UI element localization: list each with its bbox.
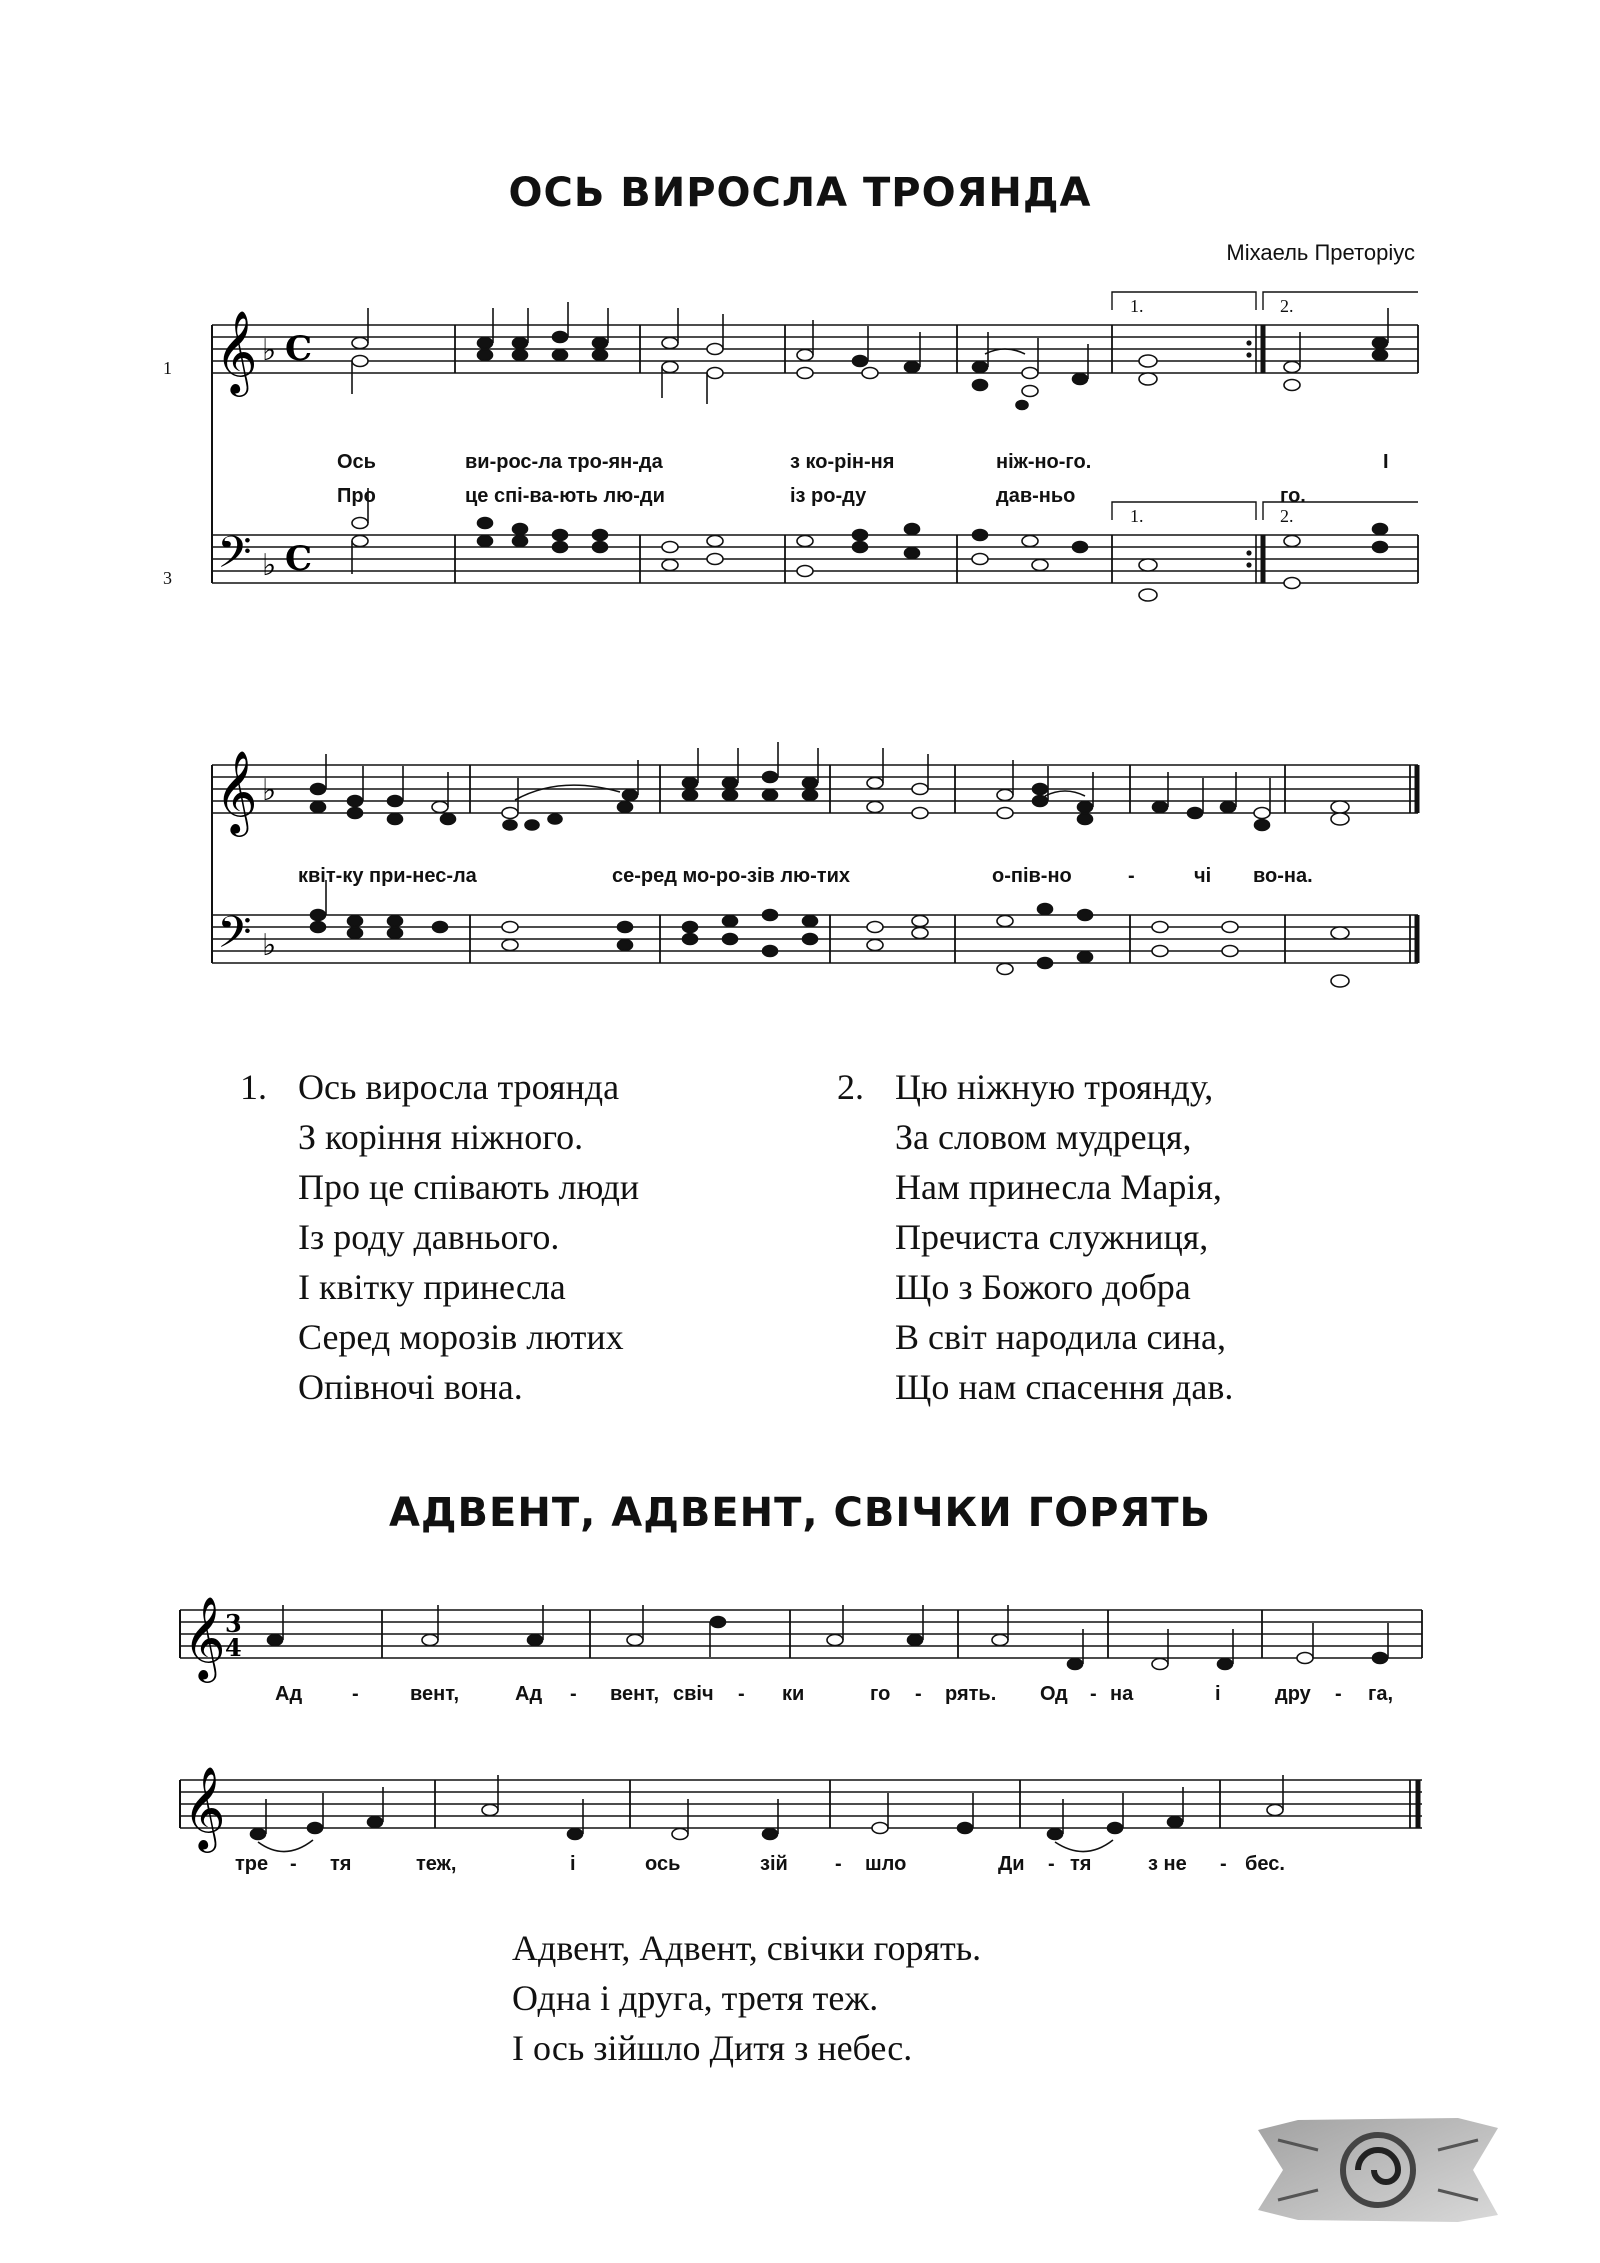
stanza-line: Що з Божого добра [895,1267,1191,1307]
svg-text:се-ред мо-ро-зів лю-тих: се-ред мо-ро-зів лю-тих [612,865,851,887]
svg-text:зій: зій [760,1853,788,1875]
advent-lyrics-row-2 [235,1853,1285,1875]
stanza-line: Що нам спасення дав. [895,1367,1234,1407]
melody-notes [251,1775,1284,1840]
svg-text:свіч: свіч [673,1683,714,1705]
lyrics-row-2 [337,485,1306,507]
flat-icon: ♭ [262,928,277,963]
svg-text:дру: дру [1275,1683,1311,1705]
svg-text:дав-ньо: дав-ньо [996,485,1076,507]
stanza-number: 2. [837,1067,864,1107]
volta-2-label: 2. [1280,296,1294,316]
svg-text:ось: ось [645,1853,681,1875]
svg-text:вент,: вент, [610,1683,660,1705]
svg-text:теж,: теж, [416,1853,457,1875]
barlines [470,765,1410,963]
stanza-line: Цю ніжную троянду, [895,1067,1214,1107]
staff-number-1: 1 [163,358,172,378]
stanza-line: Пречиста служниця, [895,1217,1209,1257]
svg-text:-: - [1090,1683,1097,1705]
advent-verse [512,1923,981,2073]
score-system-2 [0,720,1600,1000]
flat-icon: ♭ [262,773,277,808]
stanza-line: Нам принесла Марія, [895,1167,1222,1207]
svg-text:це спі-ва-ють лю-ди: це спі-ва-ють лю-ди [465,485,665,507]
svg-text:із ро-ду: із ро-ду [790,485,867,507]
svg-text:-: - [1335,1683,1342,1705]
treble-clef-icon: 𝄞 [183,1595,226,1679]
verse-line: Адвент, Адвент, свічки горять. [512,1928,982,1968]
svg-text:го.: го. [1280,485,1306,507]
svg-text:ки: ки [782,1683,805,1705]
svg-text:тре: тре [235,1853,269,1875]
treble-notes [352,302,1388,410]
svg-text:-: - [738,1683,745,1705]
stanza-line: В світ народила сина, [895,1317,1226,1357]
stanza-line: Ось виросла троянда [298,1067,620,1107]
stanza-2 [837,1062,1234,1412]
treble-clef-icon: 𝄞 [215,309,258,393]
volta-2-label: 2. [1280,506,1294,526]
svg-text:рять.: рять. [945,1683,997,1705]
score-system-1 [0,280,1600,620]
song2-title: АДВЕНТ, АДВЕНТ, СВІЧКИ ГОРЯТЬ [388,1490,1212,1536]
svg-text:чі: чі [1194,865,1212,887]
verse-line: І ось зійшло Дитя з небес. [512,2028,913,2068]
svg-text:квіт-ку при-нес-ла: квіт-ку при-нес-ла [298,865,477,887]
svg-text:го: го [870,1683,891,1705]
score-system-4 [0,1760,1600,1880]
bass-clef-icon: 𝄢 [217,906,252,969]
svg-text:ніж-но-го.: ніж-но-го. [996,451,1092,473]
svg-text:-: - [1048,1853,1055,1875]
flat-icon: ♭ [262,548,277,583]
stanza-line: Опівночі вона. [298,1367,523,1407]
svg-text:з не: з не [1148,1853,1187,1875]
staff-number-3: 3 [163,568,172,588]
treble-staff-lines [212,325,1418,373]
svg-text:Про: Про [337,485,376,507]
stanza-line: Із роду давнього. [298,1217,560,1257]
repeat-sign [1246,325,1263,583]
bass-staff-lines [212,535,1418,583]
stanza-1 [240,1062,640,1412]
stanza-line: За словом мудреця, [895,1117,1192,1157]
svg-text:і: і [570,1853,576,1875]
stanza-line: Про це співають люди [298,1167,640,1207]
svg-text:бес.: бес. [1245,1853,1285,1875]
svg-text:І: І [1383,451,1389,473]
svg-text:Ад: Ад [515,1683,543,1705]
svg-text:во-на.: во-на. [1253,865,1313,887]
svg-text:і: і [1215,1683,1221,1705]
svg-text:-: - [290,1853,297,1875]
stanza-line: І квітку принесла [298,1267,566,1307]
svg-text:га,: га, [1368,1683,1394,1705]
lyrics-row-1 [337,451,1389,473]
stanza-number: 1. [240,1067,267,1107]
svg-text:тя: тя [1070,1853,1092,1875]
composer-name: Міхаель Преторіус [1226,240,1415,265]
bass-clef-icon: 𝄢 [217,526,252,589]
stanza-line: Серед морозів лютих [298,1317,624,1357]
svg-text:Од: Од [1040,1683,1068,1705]
svg-text:-: - [915,1683,922,1705]
svg-text:Ось: Ось [337,451,376,473]
svg-text:-: - [352,1683,359,1705]
score-system-3 [0,1590,1600,1710]
svg-text:-: - [1128,865,1135,887]
stanza-line: З коріння ніжного. [298,1117,584,1157]
lyrics-row-3 [298,865,1313,887]
treble-staff-lines [180,1610,1422,1658]
svg-text:ви-рос-ла тро-ян-да: ви-рос-ла тро-ян-да [465,451,663,473]
svg-text:-: - [835,1853,842,1875]
common-time-icon: C [285,539,313,579]
svg-text:-: - [570,1683,577,1705]
treble-clef-icon: 𝄞 [215,749,258,833]
svg-text:вент,: вент, [410,1683,460,1705]
svg-text:на: на [1110,1683,1134,1705]
treble-clef-icon: 𝄞 [183,1765,226,1849]
volta-1-label: 1. [1130,296,1144,316]
common-time-icon: C [285,329,313,369]
svg-text:Ди: Ди [998,1853,1025,1875]
svg-text:з ко-рін-ня: з ко-рін-ня [790,451,895,473]
volta-1-label: 1. [1130,506,1144,526]
svg-text:Ад: Ад [275,1683,303,1705]
song1-title: ОСЬ ВИРОСЛА ТРОЯНДА [508,170,1092,216]
svg-text:о-пів-но: о-пів-но [992,865,1072,887]
verse-line: Одна і друга, третя теж. [512,1978,879,2018]
melody-notes [268,1605,1389,1670]
treble-staff-lines [180,1780,1422,1828]
time-signature-bottom: 4 [225,1633,242,1662]
flat-icon: ♭ [262,333,277,368]
time-signature-top: 3 [225,1609,242,1638]
svg-text:шло: шло [865,1853,907,1875]
svg-text:тя: тя [330,1853,352,1875]
svg-text:-: - [1220,1853,1227,1875]
swirl-ornament-icon [1258,2110,1498,2230]
advent-lyrics-row-1 [275,1683,1393,1705]
